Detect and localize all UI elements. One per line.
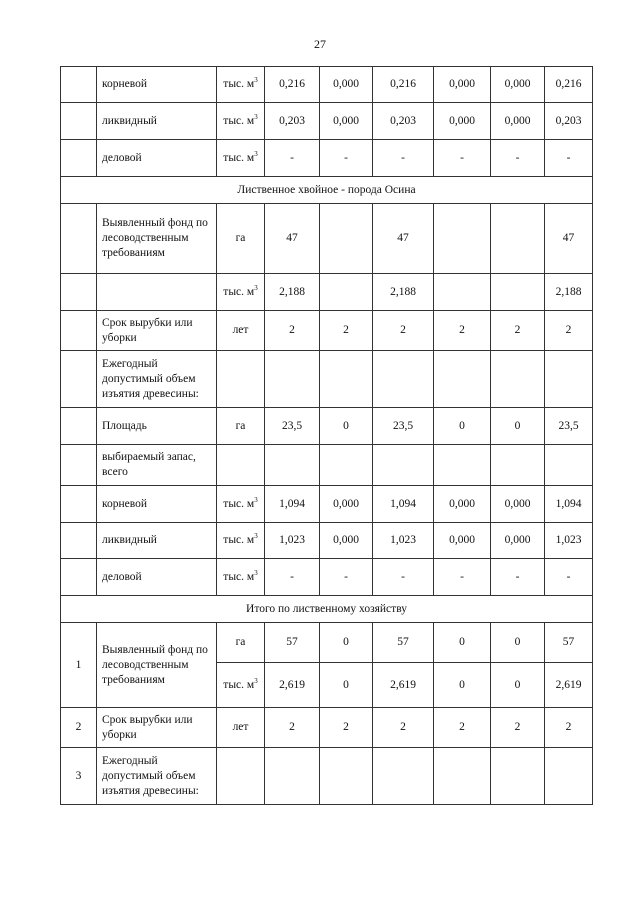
row-number-cell <box>61 274 97 311</box>
row-number-cell <box>61 559 97 596</box>
value-cell <box>373 351 434 408</box>
value-cell <box>320 445 373 486</box>
value-cell: 57 <box>265 623 320 663</box>
value-cell: 1,023 <box>373 523 434 559</box>
row-number-cell <box>61 351 97 408</box>
row-name-cell: деловой <box>97 559 217 596</box>
row-name-cell: ликвидный <box>97 103 217 140</box>
row-number-cell <box>61 204 97 274</box>
value-cell: 47 <box>373 204 434 274</box>
table-row <box>61 140 593 177</box>
value-cell: - <box>373 140 434 177</box>
value-cell: - <box>491 140 545 177</box>
value-cell: 0 <box>491 663 545 708</box>
unit-cell: тыс. $м^3$ <box>217 103 265 140</box>
row-name-cell: Срок вырубки или уборки <box>97 708 217 748</box>
table-row <box>61 274 593 311</box>
value-cell <box>434 204 491 274</box>
row-name-cell: корневой <box>97 486 217 523</box>
value-cell: 23,5 <box>545 408 593 445</box>
section-header-row <box>61 177 593 204</box>
value-cell: 0 <box>491 408 545 445</box>
value-cell: 2 <box>491 311 545 351</box>
value-cell: 1,023 <box>265 523 320 559</box>
table-row <box>61 103 593 140</box>
unit-cell: тыс. $м^3$ <box>217 663 265 708</box>
value-cell: 2 <box>434 708 491 748</box>
row-number-cell <box>61 408 97 445</box>
value-cell: - <box>265 140 320 177</box>
value-cell: - <box>320 559 373 596</box>
value-cell: - <box>545 559 593 596</box>
row-name-cell <box>97 274 217 311</box>
value-cell: 0 <box>320 663 373 708</box>
value-cell: 2 <box>491 708 545 748</box>
table-row <box>61 204 593 274</box>
value-cell: 2 <box>545 311 593 351</box>
value-cell: 2 <box>265 708 320 748</box>
value-cell: 2 <box>545 708 593 748</box>
value-cell: 0,000 <box>491 67 545 103</box>
row-number-cell <box>61 523 97 559</box>
row-name-cell: Срок вырубки или уборки <box>97 311 217 351</box>
value-cell: 0 <box>434 408 491 445</box>
value-cell <box>265 748 320 805</box>
value-cell: 0,216 <box>373 67 434 103</box>
unit-cell: лет <box>217 708 265 748</box>
row-name-cell: Выявленный фонд по лесоводственным требованиям <box>97 204 217 274</box>
value-cell: 0 <box>491 623 545 663</box>
row-number-cell <box>61 445 97 486</box>
unit-cell: тыс. $м^3$ <box>217 67 265 103</box>
value-cell: 2 <box>434 311 491 351</box>
row-number-cell: 3 <box>61 748 97 805</box>
section-title: Итого по лиственному хозяйству <box>61 596 593 623</box>
value-cell: 0,000 <box>434 103 491 140</box>
value-cell <box>545 351 593 408</box>
table-row <box>61 67 593 103</box>
value-cell <box>320 748 373 805</box>
value-cell: 0,203 <box>373 103 434 140</box>
row-number-cell: 1 <box>61 623 97 708</box>
value-cell: 0,000 <box>491 523 545 559</box>
value-cell <box>434 445 491 486</box>
value-cell <box>434 351 491 408</box>
section-header-row <box>61 596 593 623</box>
value-cell: 0,203 <box>545 103 593 140</box>
row-number-cell: 2 <box>61 708 97 748</box>
row-name-cell: корневой <box>97 67 217 103</box>
value-cell: 0,000 <box>320 486 373 523</box>
value-cell: 57 <box>545 623 593 663</box>
table-row <box>61 445 593 486</box>
unit-cell: га <box>217 623 265 663</box>
value-cell: 23,5 <box>373 408 434 445</box>
value-cell: 2,619 <box>545 663 593 708</box>
value-cell: 2,188 <box>545 274 593 311</box>
value-cell <box>434 748 491 805</box>
value-cell: - <box>545 140 593 177</box>
unit-cell: тыс. $м^3$ <box>217 274 265 311</box>
table-row <box>61 623 593 663</box>
value-cell <box>320 204 373 274</box>
row-number-cell <box>61 140 97 177</box>
value-cell: 47 <box>545 204 593 274</box>
value-cell: - <box>434 559 491 596</box>
value-cell: 23,5 <box>265 408 320 445</box>
value-cell: 0,000 <box>434 486 491 523</box>
value-cell: 0,000 <box>320 523 373 559</box>
value-cell: 0,216 <box>545 67 593 103</box>
table-row <box>61 408 593 445</box>
value-cell <box>491 748 545 805</box>
section-title: Лиственное хвойное - порода Осина <box>61 177 593 204</box>
value-cell: 0,000 <box>320 67 373 103</box>
row-number-cell <box>61 486 97 523</box>
value-cell <box>491 274 545 311</box>
value-cell: - <box>434 140 491 177</box>
row-number-cell <box>61 311 97 351</box>
table-row <box>61 708 593 748</box>
value-cell: 0,000 <box>491 103 545 140</box>
value-cell: 1,023 <box>545 523 593 559</box>
unit-cell: тыс. $м^3$ <box>217 523 265 559</box>
value-cell: - <box>491 559 545 596</box>
value-cell <box>434 274 491 311</box>
value-cell <box>373 445 434 486</box>
unit-cell: тыс. $м^3$ <box>217 486 265 523</box>
value-cell: 2,619 <box>265 663 320 708</box>
forest-volume-table <box>60 66 593 805</box>
row-name-cell: ликвидный <box>97 523 217 559</box>
value-cell: 0,203 <box>265 103 320 140</box>
value-cell: 57 <box>373 623 434 663</box>
value-cell: 0 <box>320 623 373 663</box>
value-cell: 2 <box>373 708 434 748</box>
value-cell: 0,000 <box>320 103 373 140</box>
value-cell: 0,000 <box>491 486 545 523</box>
value-cell: 1,094 <box>373 486 434 523</box>
value-cell <box>491 445 545 486</box>
value-cell: 1,094 <box>545 486 593 523</box>
value-cell: 2 <box>265 311 320 351</box>
value-cell: 0 <box>434 623 491 663</box>
row-number-cell <box>61 103 97 140</box>
table-row <box>61 523 593 559</box>
unit-cell: тыс. $м^3$ <box>217 140 265 177</box>
value-cell <box>491 351 545 408</box>
unit-cell: га <box>217 408 265 445</box>
unit-cell: лет <box>217 311 265 351</box>
unit-cell <box>217 445 265 486</box>
row-number-cell <box>61 67 97 103</box>
unit-cell: га <box>217 204 265 274</box>
value-cell: 0,216 <box>265 67 320 103</box>
table-row <box>61 559 593 596</box>
value-cell: 2 <box>373 311 434 351</box>
row-name-cell: Ежегодный допустимый объем изъятия древесины: <box>97 351 217 408</box>
value-cell <box>320 351 373 408</box>
value-cell: 2,619 <box>373 663 434 708</box>
value-cell <box>545 445 593 486</box>
table-row <box>61 748 593 805</box>
row-name-cell: выбираемый запас, всего <box>97 445 217 486</box>
value-cell: 2 <box>320 708 373 748</box>
unit-cell <box>217 748 265 805</box>
value-cell: 0 <box>434 663 491 708</box>
value-cell: - <box>265 559 320 596</box>
value-cell <box>320 274 373 311</box>
value-cell <box>265 445 320 486</box>
value-cell: 1,094 <box>265 486 320 523</box>
value-cell: 0,000 <box>434 67 491 103</box>
value-cell: 47 <box>265 204 320 274</box>
row-name-cell: Площадь <box>97 408 217 445</box>
table-row <box>61 486 593 523</box>
value-cell <box>265 351 320 408</box>
value-cell: 2,188 <box>265 274 320 311</box>
unit-cell: тыс. $м^3$ <box>217 559 265 596</box>
value-cell: 2,188 <box>373 274 434 311</box>
unit-cell <box>217 351 265 408</box>
value-cell <box>545 748 593 805</box>
value-cell: 0,000 <box>434 523 491 559</box>
row-name-cell: Ежегодный допустимый объем изъятия древесины: <box>97 748 217 805</box>
value-cell: - <box>373 559 434 596</box>
value-cell: 0 <box>320 408 373 445</box>
row-name-cell: деловой <box>97 140 217 177</box>
value-cell: 2 <box>320 311 373 351</box>
table-row <box>61 311 593 351</box>
value-cell <box>491 204 545 274</box>
row-name-cell: Выявленный фонд по лесоводственным требованиям <box>97 623 217 708</box>
value-cell <box>373 748 434 805</box>
value-cell: - <box>320 140 373 177</box>
page-number: 27 <box>314 37 326 51</box>
table-row <box>61 351 593 408</box>
